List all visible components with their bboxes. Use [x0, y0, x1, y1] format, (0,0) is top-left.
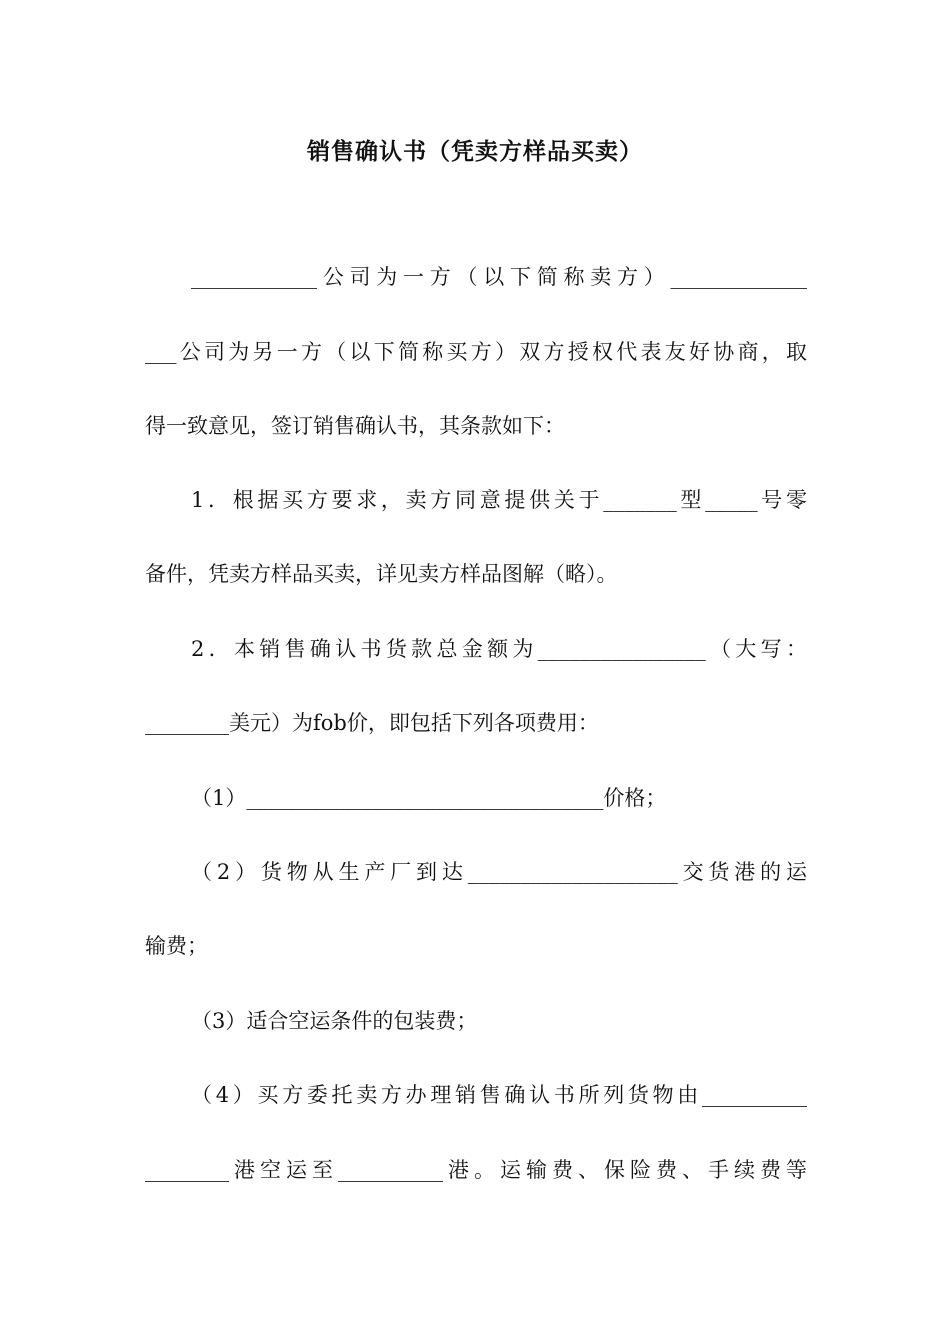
item-2-line: 输费；	[145, 934, 208, 958]
paragraph-line: ___公司为另一方（以下简称买方）双方授权代表友好协商，取	[145, 340, 807, 364]
paragraph-line: ____________公司为一方（以下简称卖方）_____________	[191, 265, 807, 289]
item-3-line: （3）适合空运条件的包装费；	[191, 1009, 478, 1033]
document-title: 销售确认书（凭卖方样品买卖）	[307, 138, 643, 165]
item-4-line: （4）买方委托卖方办理销售确认书所列货物由__________	[191, 1083, 807, 1107]
item-4-line: ________港空运至__________港。运输费、保险费、手续费等	[145, 1158, 807, 1182]
clause-2-line: ________美元）为fob价，即包括下列各项费用：	[145, 711, 599, 735]
paragraph-line: 得一致意见，签订销售确认书，其条款如下：	[145, 414, 565, 438]
item-1-line: （1）__________________________________价格；	[191, 786, 667, 810]
item-2-line: （2）货物从生产厂到达____________________交货港的运	[191, 860, 807, 884]
clause-2-line: 2．本销售确认书货款总金额为________________（大写：	[191, 637, 807, 661]
clause-1-line: 1．根据买方要求，卖方同意提供关于_______型_____号零	[191, 488, 807, 512]
clause-1-line: 备件，凭卖方样品买卖，详见卖方样品图解（略）。	[145, 562, 618, 586]
